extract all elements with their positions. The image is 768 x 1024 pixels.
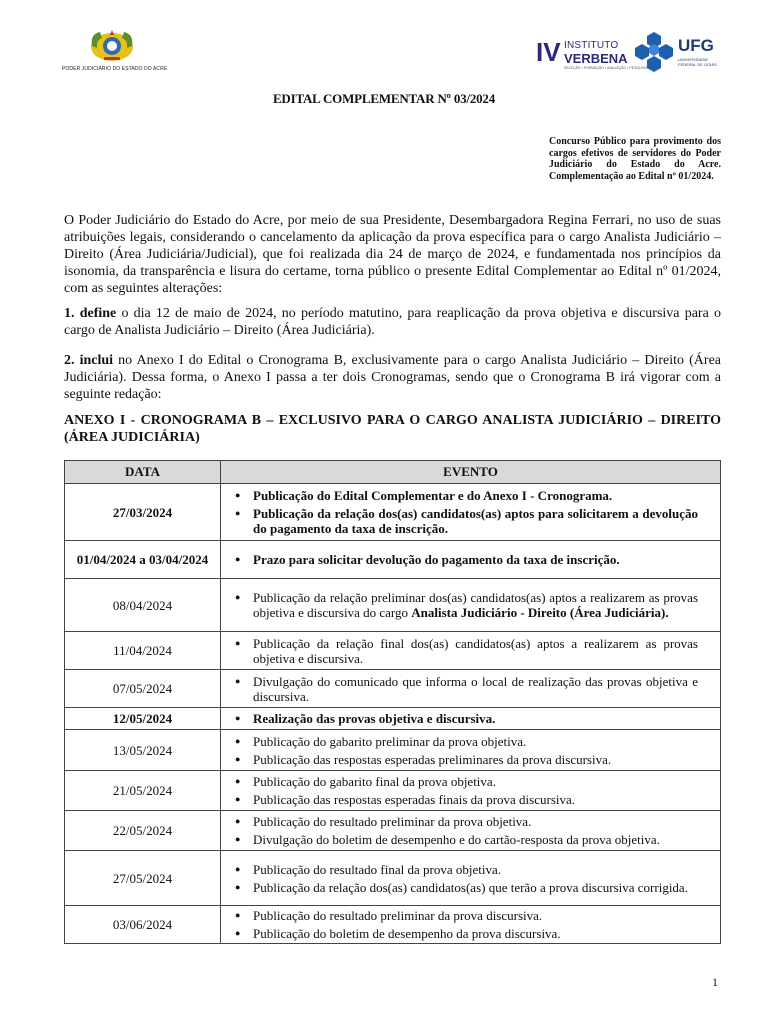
verbena-mark: IV <box>536 37 561 67</box>
item-1-lead: 1. define <box>64 306 117 321</box>
event-item-bold: Analista Judiciário - Direito (Área Judiciária). <box>411 605 669 620</box>
row-date: 03/06/2024 <box>65 906 221 944</box>
item-2-paragraph <box>64 352 721 403</box>
event-item <box>235 590 698 620</box>
row-date: 21/05/2024 <box>65 771 221 811</box>
event-item: ● Prazo para solicitar devolução do pagamento da taxa de inscrição. <box>235 552 698 567</box>
document-title: EDITAL COMPLEMENTAR Nº 03/2024 <box>272 91 496 106</box>
row-events <box>221 771 721 811</box>
ufg-sub-line2: FEDERAL DE GOIÁS <box>678 62 717 67</box>
item-1-text: o dia 12 de maio de 2024, no período matutino, para reaplicação da prova objetiva e discursiva para o cargo de Analista Judiciário – Direito (Área Judiciária). <box>64 306 721 338</box>
item-2-text: no Anexo I do Edital o Cronograma B, exclusivamente para o cargo Analista Judiciário – Direito (Área Judiciária). Dessa forma, o Anexo I passa a ter dois Cronogramas, sendo que o Cronograma B irá vigorar com a seguinte redação: <box>64 353 721 402</box>
row-events <box>221 670 721 708</box>
verbena-line1: INSTITUTO <box>564 40 619 51</box>
page-number: 1 <box>712 975 718 989</box>
document-summary: Concurso Público para provimento dos cargos efetivos de servidores do Poder Judiciário do Estado do Acre. Complementação ao Edital nº 01/2024. <box>549 136 721 182</box>
item-1-paragraph <box>64 305 721 339</box>
event-item: ● Publicação da relação dos(as) candidatos(as) aptos para solicitarem a devolução do pagamento da taxa de inscrição. <box>235 506 698 536</box>
event-item: ● Publicação das respostas esperadas preliminares da prova discursiva. <box>235 752 698 767</box>
row-date: 27/05/2024 <box>65 851 221 906</box>
header-date: DATA <box>65 461 221 484</box>
row-events <box>221 484 721 541</box>
table-row <box>65 811 721 851</box>
row-events <box>221 632 721 670</box>
event-item: ● Publicação do resultado preliminar da prova discursiva. <box>235 908 698 923</box>
event-item: ● Publicação das respostas esperadas finais da prova discursiva. <box>235 792 698 807</box>
ufg-subtitle <box>678 57 717 67</box>
ufg-logo <box>632 30 724 74</box>
table-row <box>65 670 721 708</box>
row-date: 07/05/2024 <box>65 670 221 708</box>
row-events <box>221 811 721 851</box>
row-date: 08/04/2024 <box>65 579 221 632</box>
table-header-row <box>65 461 721 484</box>
row-date: 27/03/2024 <box>65 484 221 541</box>
event-item: ● Publicação do gabarito preliminar da prova objetiva. <box>235 734 698 749</box>
verbena-line2: VERBENA <box>564 51 628 66</box>
row-date: 11/04/2024 <box>65 632 221 670</box>
table-row <box>65 906 721 944</box>
table-row <box>65 541 721 579</box>
ufg-name: UFG <box>678 36 714 55</box>
event-item: ● Divulgação do comunicado que informa o local de realização das provas objetiva e discursiva. <box>235 674 698 704</box>
verbena-line3: SELEÇÃO • FORMAÇÃO • AVALIAÇÃO • PESQUISA <box>564 66 648 70</box>
event-item: ● Publicação do resultado preliminar da prova objetiva. <box>235 814 698 829</box>
row-events <box>221 851 721 906</box>
intro-paragraph: O Poder Judiciário do Estado do Acre, por meio de sua Presidente, Desembargadora Regina Ferrari, no uso de suas atribuições legais, considerando o cancelamento da aplicação da prova específica para o cargo Analista Judiciário – Direito (Área Judiciária/Judicial), que foi realizada dia 24 de março de 2024, e fundamentada nos princípios da isonomia, da transparência e lisura do certame, torna público o presente Edital Complementar ao Edital nº 01/2024, com as seguintes alterações: <box>64 213 721 296</box>
item-2-lead: 2. inclui <box>64 353 114 368</box>
event-item: ● Publicação do resultado final da prova objetiva. <box>235 862 698 877</box>
instituto-verbena-logo <box>536 37 648 70</box>
coat-of-arms-icon <box>88 26 136 64</box>
row-date: 22/05/2024 <box>65 811 221 851</box>
table-row <box>65 730 721 771</box>
row-events <box>221 579 721 632</box>
row-events <box>221 906 721 944</box>
event-item: ● Divulgação do boletim de desempenho e do cartão-resposta da prova objetiva. <box>235 832 698 847</box>
row-date: 13/05/2024 <box>65 730 221 771</box>
tjac-logo-caption: PODER JUDICIÁRIO DO ESTADO DO ACRE <box>62 66 168 72</box>
table-row <box>65 708 721 730</box>
event-item: ● Publicação do boletim de desempenho da prova discursiva. <box>235 926 698 941</box>
table-row <box>65 632 721 670</box>
table-row <box>65 579 721 632</box>
table-row <box>65 771 721 811</box>
row-events <box>221 708 721 730</box>
ufg-sub-line1: UNIVERSIDADE <box>678 57 709 62</box>
event-item-text: Publicação da relação preliminar dos(as) candidatos(as) aptos a realizarem as provas objetiva e discursiva do cargo <box>253 590 698 620</box>
event-item: ● Publicação da relação final dos(as) candidatos(as) aptos a realizarem as provas objetiva e discursiva. <box>235 636 698 666</box>
event-item: ● Publicação do Edital Complementar e do Anexo I - Cronograma. <box>235 488 698 503</box>
row-events <box>221 541 721 579</box>
row-date: 12/05/2024 <box>65 708 221 730</box>
tjac-logo <box>62 26 168 72</box>
event-item: ● Publicação da relação dos(as) candidatos(as) que terão a prova discursiva corrigida. <box>235 880 698 895</box>
row-date: 01/04/2024 a 03/04/2024 <box>65 541 221 579</box>
table-row <box>65 484 721 541</box>
annex-title: ANEXO I - CRONOGRAMA B – EXCLUSIVO PARA O CARGO ANALISTA JUDICIÁRIO – DIREITO (ÁREA JUDICIÁRIA) <box>64 413 721 445</box>
row-events <box>221 730 721 771</box>
header-event: EVENTO <box>221 461 721 484</box>
event-item: ● Publicação do gabarito final da prova objetiva. <box>235 774 698 789</box>
event-item: ● Realização das provas objetiva e discursiva. <box>235 711 698 726</box>
table-row <box>65 851 721 906</box>
ufg-hexagon-icon <box>632 30 676 74</box>
schedule-table <box>64 460 721 944</box>
